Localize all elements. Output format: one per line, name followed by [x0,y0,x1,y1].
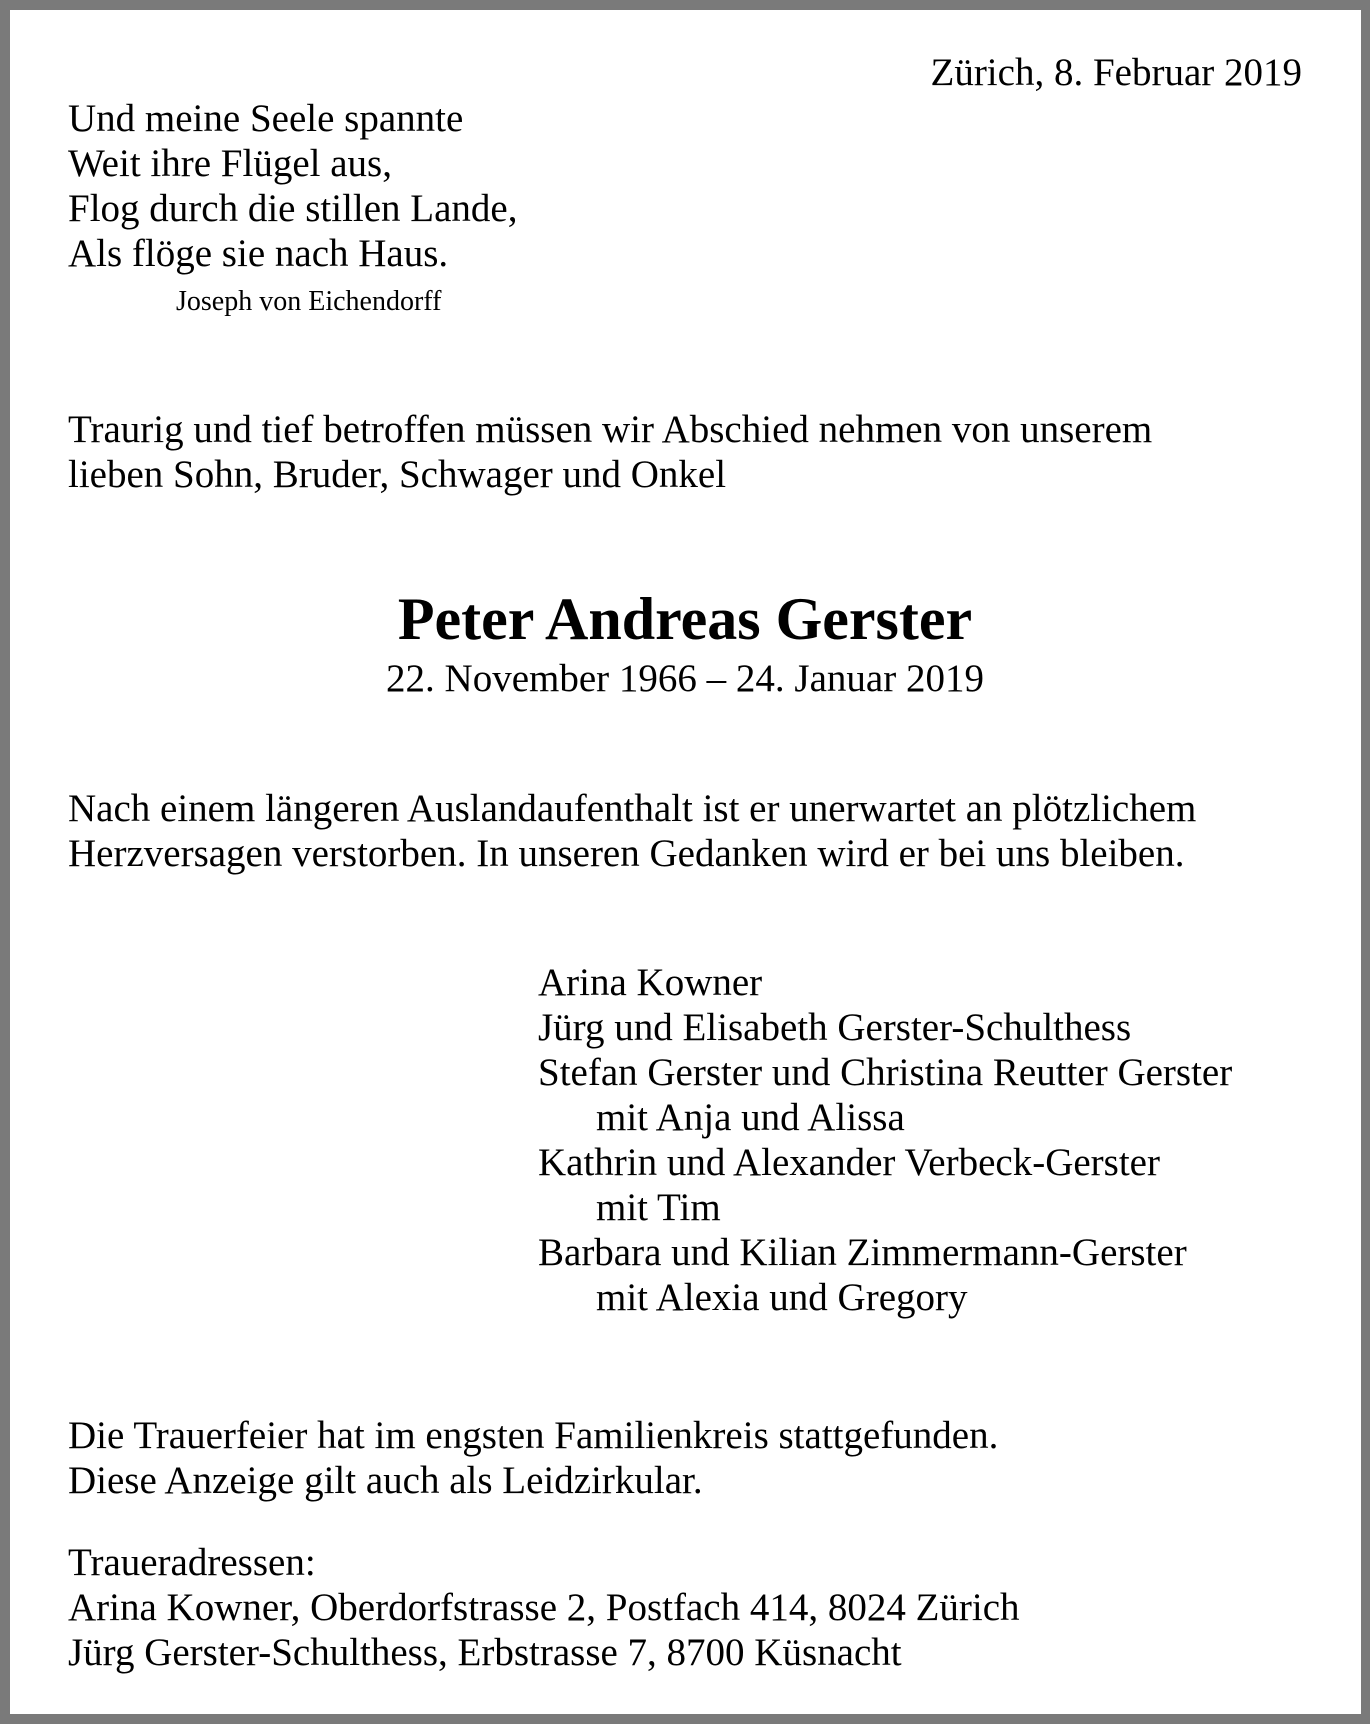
notice-line: Nach einem längeren Auslandaufenthalt ist er unerwartet an plötzlichem [68,787,1197,830]
funeral-line: Diese Anzeige gilt auch als Leidzirkular. [68,1459,703,1502]
mourner-children: mit Alexia und Gregory [596,1276,968,1319]
poem-line: Flog durch die stillen Lande, [68,187,518,230]
mourner-children: mit Anja und Alissa [596,1096,905,1139]
date-line: Zürich, 8. Februar 2019 [930,51,1302,94]
deceased-name: Peter Andreas Gerster [397,586,973,652]
addresses-heading: Traueradressen: [68,1541,316,1584]
mourning-addresses [68,1540,1020,1675]
notice-text [68,786,1196,876]
mourner-entry: Arina Kowner [538,961,763,1004]
mourner-children: mit Tim [596,1186,721,1229]
poem-line: Als flöge sie nach Haus. [68,232,449,275]
life-dates: 22. November 1966 – 24. Januar 2019 [386,657,984,700]
poem-line: Weit ihre Flügel aus, [68,142,392,185]
funeral-line: Die Trauerfeier hat im engsten Familienkreis stattgefunden. [68,1414,999,1457]
mourner-entry: Stefan Gerster und Christina Reutter Gerster [538,1051,1233,1094]
funeral-text [68,1413,998,1503]
mourner-entry: Barbara und Kilian Zimmermann-Gerster [538,1231,1187,1274]
mourners-list [538,960,1232,1320]
poem [68,96,518,276]
poem-author: Joseph von Eichendorff [176,286,442,317]
address-line: Jürg Gerster-Schulthess, Erbstrasse 7, 8700 Küsnacht [68,1631,902,1674]
intro-line: Traurig und tief betroffen müssen wir Abschied nehmen von unserem [68,408,1153,451]
mourner-entry: Kathrin und Alexander Verbeck-Gerster [538,1141,1160,1184]
notice-line: Herzversagen verstorben. In unseren Gedanken wird er bei uns bleiben. [68,832,1185,875]
mourner-entry: Jürg und Elisabeth Gerster-Schulthess [538,1006,1132,1049]
intro-text [68,407,1152,497]
intro-line: lieben Sohn, Bruder, Schwager und Onkel [68,453,727,496]
address-line: Arina Kowner, Oberdorfstrasse 2, Postfach 414, 8024 Zürich [68,1586,1020,1629]
poem-line: Und meine Seele spannte [68,97,464,140]
